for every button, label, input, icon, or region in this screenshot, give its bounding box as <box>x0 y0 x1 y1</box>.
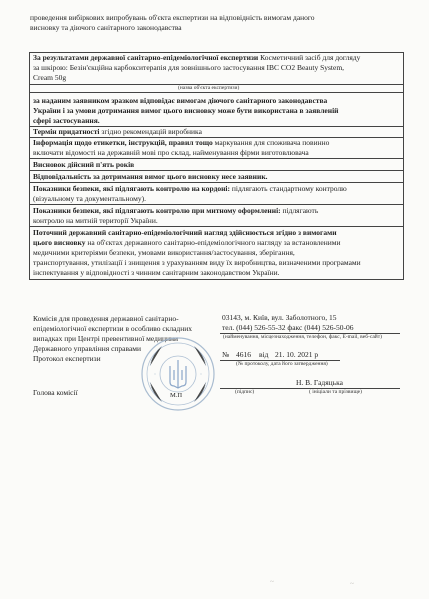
initials-caption: ( ініціали та прізвище) <box>309 389 362 395</box>
top-line-1: проведення вибіркових випробувань об'єкта експертизи на відповідність вимогам даного <box>30 13 315 22</box>
border-control-rest: підлягають стандартному контролю <box>230 184 347 193</box>
expiry-label: Термін придатності <box>33 127 100 136</box>
supervision-line-1: Поточний державний санітарно-епідеміологічний нагляд здійснюється згідно з вимогами <box>33 228 337 237</box>
protocol-caption: (№ протоколу, дата його затвердження) <box>236 361 328 367</box>
signatory-name: Н. В. Гадяцька <box>296 378 343 387</box>
protocol-date-label: від <box>259 350 269 359</box>
table-left-border <box>29 52 30 280</box>
supervision-line-4: транспортування, утилізації і знищення з урахуванням виду їх виробництва, визначеними програмами <box>33 258 361 267</box>
commission-line-2: епідеміологічної експертизи в особливо складних <box>33 324 193 333</box>
table-bottom-border <box>29 279 404 280</box>
validity-text: Висновок дійсний п'ять років <box>33 160 135 169</box>
customs-control-label: Показники безпеки, які підлягають контролю при митному оформленні: <box>33 206 281 215</box>
conformity-line-2: України і за умови дотримання вимог цього висновку може бути використана в заявленій <box>33 106 339 115</box>
divider-responsibility <box>29 182 404 183</box>
commission-line-1: Комісія для проведення державної санітарно- <box>33 314 179 323</box>
commission-head: Голова комісії <box>33 388 78 397</box>
supervision-line-5: інспектування у відповідності з чинним санітарним законодавством України. <box>33 268 280 277</box>
results-line-3: Cream 50g <box>33 73 67 82</box>
responsibility-text: Відповідальність за дотримання вимог цього висновку несе заявник. <box>33 172 268 181</box>
bleed-through-mark: ~ <box>270 578 274 586</box>
results-line-2: за шкірою: Безін'єкційна карбокситерапія для зовнішнього застосування IBC CO2 Beauty System, <box>33 63 345 72</box>
results-line-1 <box>33 53 399 63</box>
expiry-value: згідно рекомендацій виробника <box>99 127 202 136</box>
protocol-date: 21. 10. 2021 р <box>275 350 319 359</box>
conformity-line-1: за наданим заявником зразком відповідає вимогам діючого санітарного законодавства <box>33 96 328 105</box>
results-prefix: За результатами державної санітарно-епідеміологічної експертизи <box>33 53 259 62</box>
object-caption: (назва об'єкта експертизи) <box>178 85 240 91</box>
mp-mark: М.П <box>170 392 183 399</box>
divider-validity <box>29 170 404 171</box>
divider-border-control <box>29 204 404 205</box>
trident-emblem-icon <box>170 360 186 388</box>
customs-control-line-2: контролю на митній території України. <box>33 216 158 225</box>
supervision-line-3: медичними критеріями безпеки, умовами використання/застосування, зберігання, <box>33 248 295 257</box>
supervision-line2-rest: на об'єктах державного санітарно-епідеміологічного нагляду за встановленими <box>85 238 341 247</box>
commission-line-4: Державного управління справами <box>33 344 142 353</box>
labeling-label: Інформація щодо етикетки, інструкцій, правил тощо <box>33 138 213 147</box>
divider-caption <box>29 92 404 93</box>
labeling-line-2: включати відомості на державній мові про склад, найменування фірми виготовлювача <box>33 148 309 157</box>
contacts-caption: (найменування, місцезнаходження, телефон, факс, E-mail, веб-сайт) <box>223 334 382 340</box>
contacts-phones: тел. (044) 526-55-32 факс (044) 526-50-06 <box>222 323 354 332</box>
border-control-line-1 <box>33 184 399 194</box>
commission-line-5: Протокол експертизи <box>33 354 101 363</box>
commission-line-3: випадках при Центрі превентивної медицини <box>33 334 179 343</box>
border-control-line-2: (візуальному та документальному). <box>33 194 146 203</box>
contacts-address: 03143, м. Київ, вул. Заболотного, 15 <box>222 313 337 322</box>
labeling-line-1 <box>33 138 399 148</box>
supervision-line-2 <box>33 238 399 248</box>
labeling-line1-rest: маркування для споживача повинно <box>212 138 330 147</box>
expiry-row <box>33 127 399 137</box>
signature-caption: (підпис) <box>235 389 255 395</box>
bleed-through-mark: ~ <box>350 580 354 588</box>
official-stamp-seal <box>140 336 216 412</box>
protocol-number-label: № <box>222 350 230 359</box>
divider-labeling <box>29 158 404 159</box>
conformity-line-3: сфері застосування. <box>33 116 100 125</box>
protocol-number: 4616 <box>236 350 251 359</box>
border-control-label: Показники безпеки, які підлягають контролю на кордоні: <box>33 184 231 193</box>
top-line-2: висновку та діючого санітарного законодавства <box>30 23 182 32</box>
supervision-bold: цього висновку <box>33 238 86 247</box>
customs-control-rest: підлягають <box>280 206 319 215</box>
customs-control-line-1 <box>33 206 399 216</box>
divider-customs-control <box>29 226 404 227</box>
results-line1-rest: Косметичний засіб для догляду <box>258 53 361 62</box>
table-right-border <box>403 52 404 280</box>
